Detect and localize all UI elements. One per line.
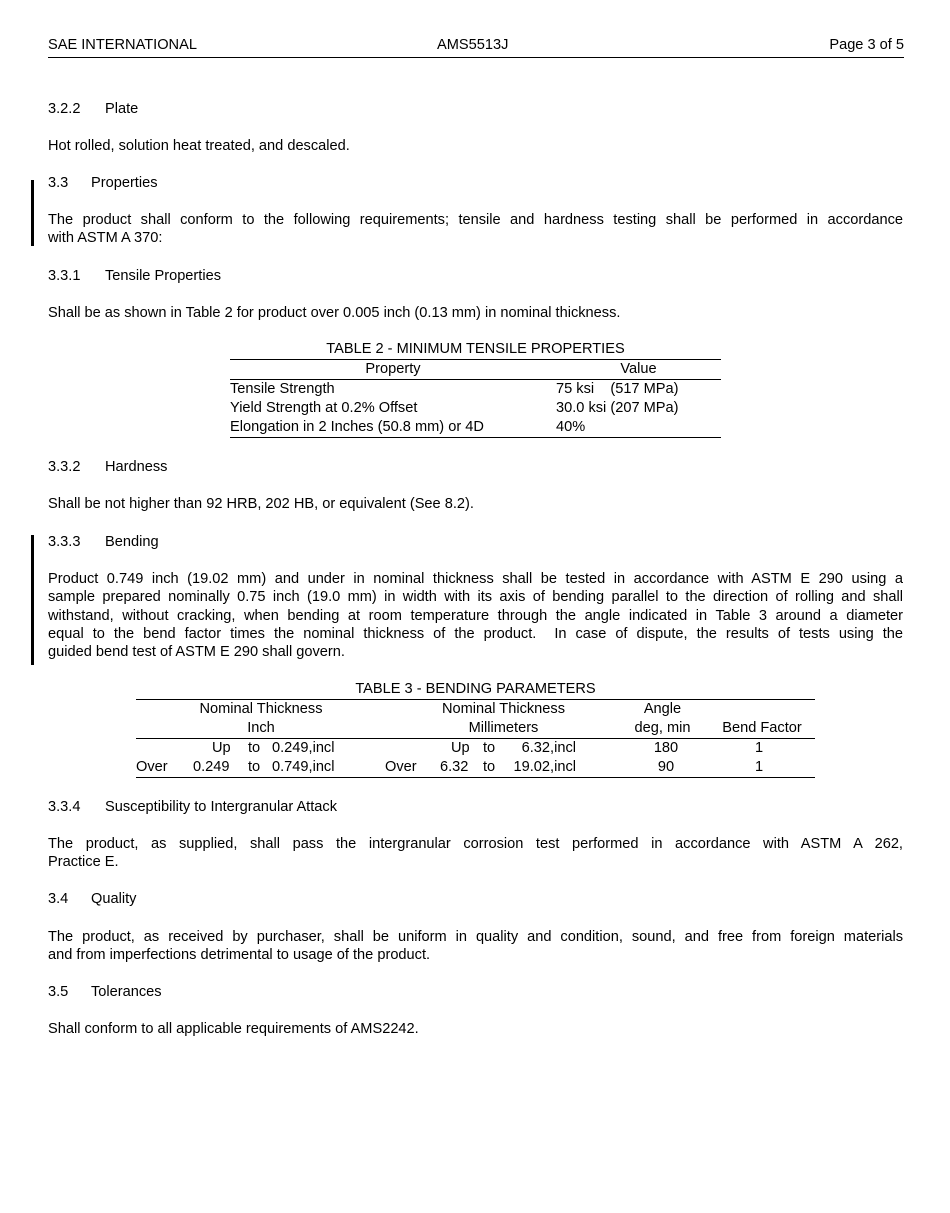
section-heading-3-3-1: 3.3.1 Tensile Properties [48,268,221,284]
revision-bar [31,180,34,246]
table-row: Up to 0.249,incl Up to 6.32,incl 180 1 [212,740,764,756]
section-heading-3-3: 3.3 Properties [48,175,158,191]
table-3 [136,680,815,778]
section-heading-3-4: 3.4 Quality [48,891,137,907]
table-2-caption: TABLE 2 - MINIMUM TENSILE PROPERTIES [230,340,721,360]
page-header [48,37,904,58]
section-body-3-3-1: Shall be as shown in Table 2 for product over 0.005 inch (0.13 mm) in nominal thickness. [48,305,621,321]
section-heading-3-3-3: 3.3.3 Bending [48,534,159,550]
table-2-header-row [230,360,721,380]
header-page-number: Page 3 of 5 [829,37,904,53]
table-row: Over 0.249 to 0.749,incl Over 6.32 to 19.02,incl 90 1 [136,758,815,778]
table-row: Yield Strength at 0.2% Offset 30.0 ksi (207 MPa) [230,400,679,416]
section-heading-3-3-4: 3.3.4 Susceptibility to Intergranular Attack [48,799,337,815]
table-3-caption: TABLE 3 - BENDING PARAMETERS [136,680,815,700]
table-row: Tensile Strength 75 ksi (517 MPa) [230,381,679,397]
section-body-3-4: The product, as received by purchaser, shall be uniform in quality and condition, sound, and free from foreign materials and from imperfections detrimental to usage of the product. [48,929,903,964]
table-row: Elongation in 2 Inches (50.8 mm) or 4D 40% [230,418,721,438]
table-2 [230,340,721,438]
section-body-3-3-4: The product, as supplied, shall pass the intergranular corrosion test performed in accordance with ASTM A 262, Practice E. [48,836,903,871]
column-header-property: Property [365,361,421,377]
section-body-3-5: Shall conform to all applicable requirements of AMS2242. [48,1021,419,1037]
section-heading-3-5: 3.5 Tolerances [48,984,162,1000]
section-body-3-3: The product shall conform to the following requirements; tensile and hardness testing shall be performed in accordance with ASTM A 370: [48,212,903,247]
table-3-header-row-1: Nominal Thickness Nominal Thickness Angle [199,701,682,717]
header-org: SAE INTERNATIONAL [48,37,197,53]
section-heading-3-2-2: 3.2.2 Plate [48,101,139,117]
revision-bar [31,535,34,665]
section-heading-3-3-2: 3.3.2 Hardness [48,459,168,475]
column-header-value: Value [620,361,657,377]
section-body-3-2-2: Hot rolled, solution heat treated, and descaled. [48,138,350,154]
table-3-header-row-2: Inch Millimeters deg, min Bend Factor [136,719,815,739]
section-body-3-3-2: Shall be not higher than 92 HRB, 202 HB, or equivalent (See 8.2). [48,496,474,512]
section-body-3-3-3: Product 0.749 inch (19.02 mm) and under in nominal thickness shall be tested in accordance with ASTM E 290 using a sample prepared nominally 0.75 inch (19.0 mm) in width with its axis of bending parallel to the direction of rolling and shall withstand, without cracking, when bending at room temperature through the angle indicated in Table 3 around a diameter equal to the bend factor times the nominal thickness of the product. In case of dispute, the results of tests using the guided bend test of ASTM E 290 shall govern. [48,571,903,661]
header-doc-number: AMS5513J [437,37,509,53]
